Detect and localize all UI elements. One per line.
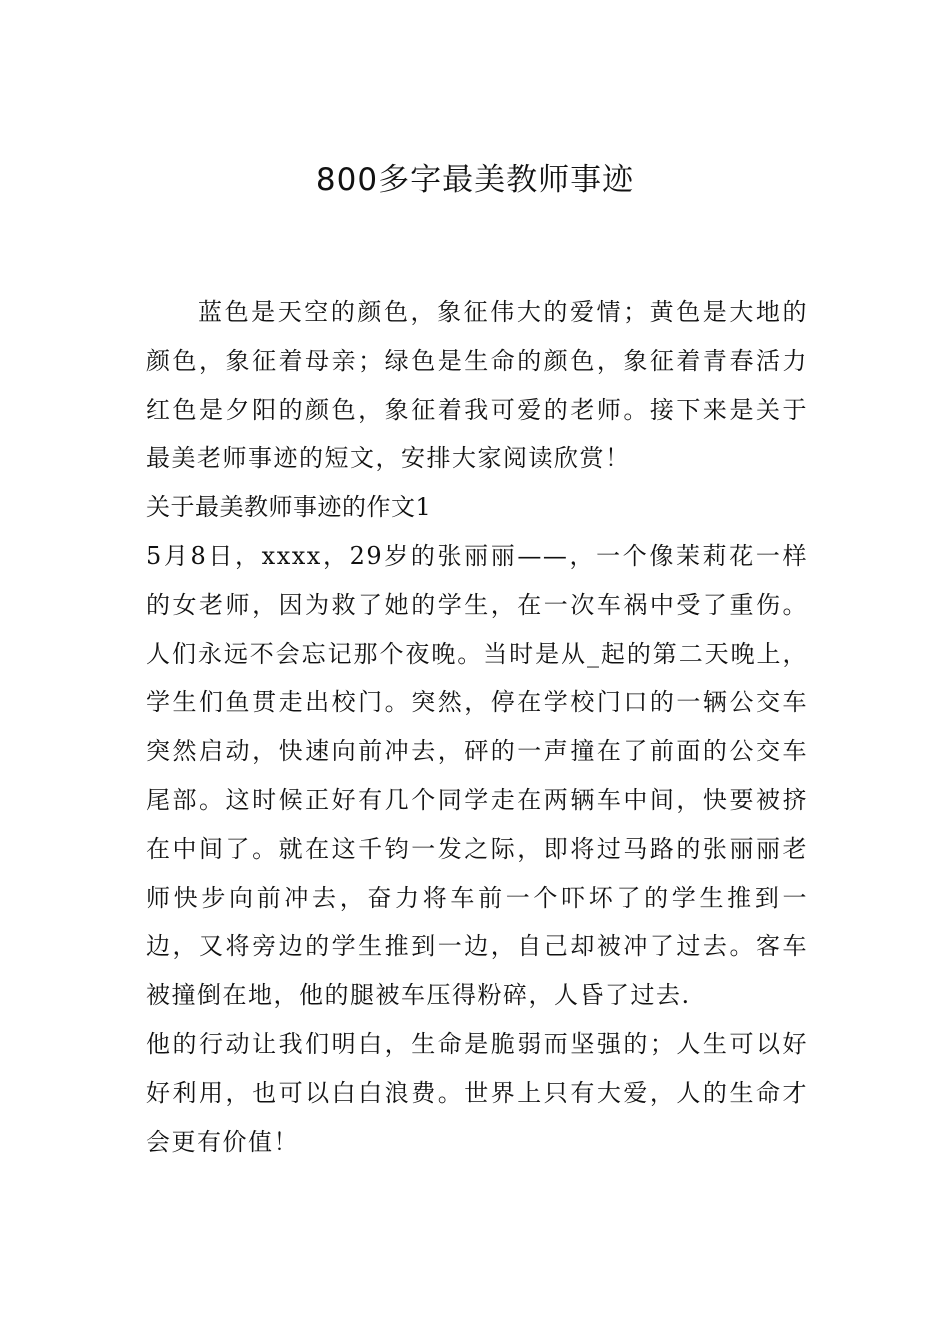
- story-paragraph: 5月8日，xxxx，29岁的张丽丽——，一个像茉莉花一样的女老师，因为救了她的学生，在一次车祸中受了重伤。人们永远不会忘记那个夜晚。当时是从_起的第二天晚上，学生们鱼贯走出校门。突然，停在学校门口的一辆公交车突然启动，快速向前冲去，砰的一声撞在了前面的公交车尾部。这时候正好有几个同学走在两辆车中间，快要被挤在中间了。就在这千钧一发之际，即将过马路的张丽丽老师快步向前冲去，奋力将车前一个吓坏了的学生推到一边，又将旁边的学生推到一边，自己却被冲了过去。客车被撞倒在地，他的腿被车压得粉碎，人昏了过去.: [146, 541, 808, 1010]
- document-body: [146, 288, 808, 1166]
- intro-paragraph: 蓝色是天空的颜色，象征伟大的爱情；黄色是大地的颜色，象征着母亲；绿色是生命的颜色，象征着青春活力红色是夕阳的颜色，象征着我可爱的老师。接下来是关于最美老师事迹的短文，安排大家阅读欣赏！: [146, 298, 808, 473]
- section-heading: 关于最美教师事迹的作文1: [146, 493, 432, 522]
- conclusion-paragraph: 他的行动让我们明白，生命是脆弱而坚强的；人生可以好好利用，也可以白白浪费。世界上只有大爱，人的生命才会更有价值！: [146, 1029, 808, 1156]
- document-title: 800多字最美教师事迹: [315, 162, 635, 198]
